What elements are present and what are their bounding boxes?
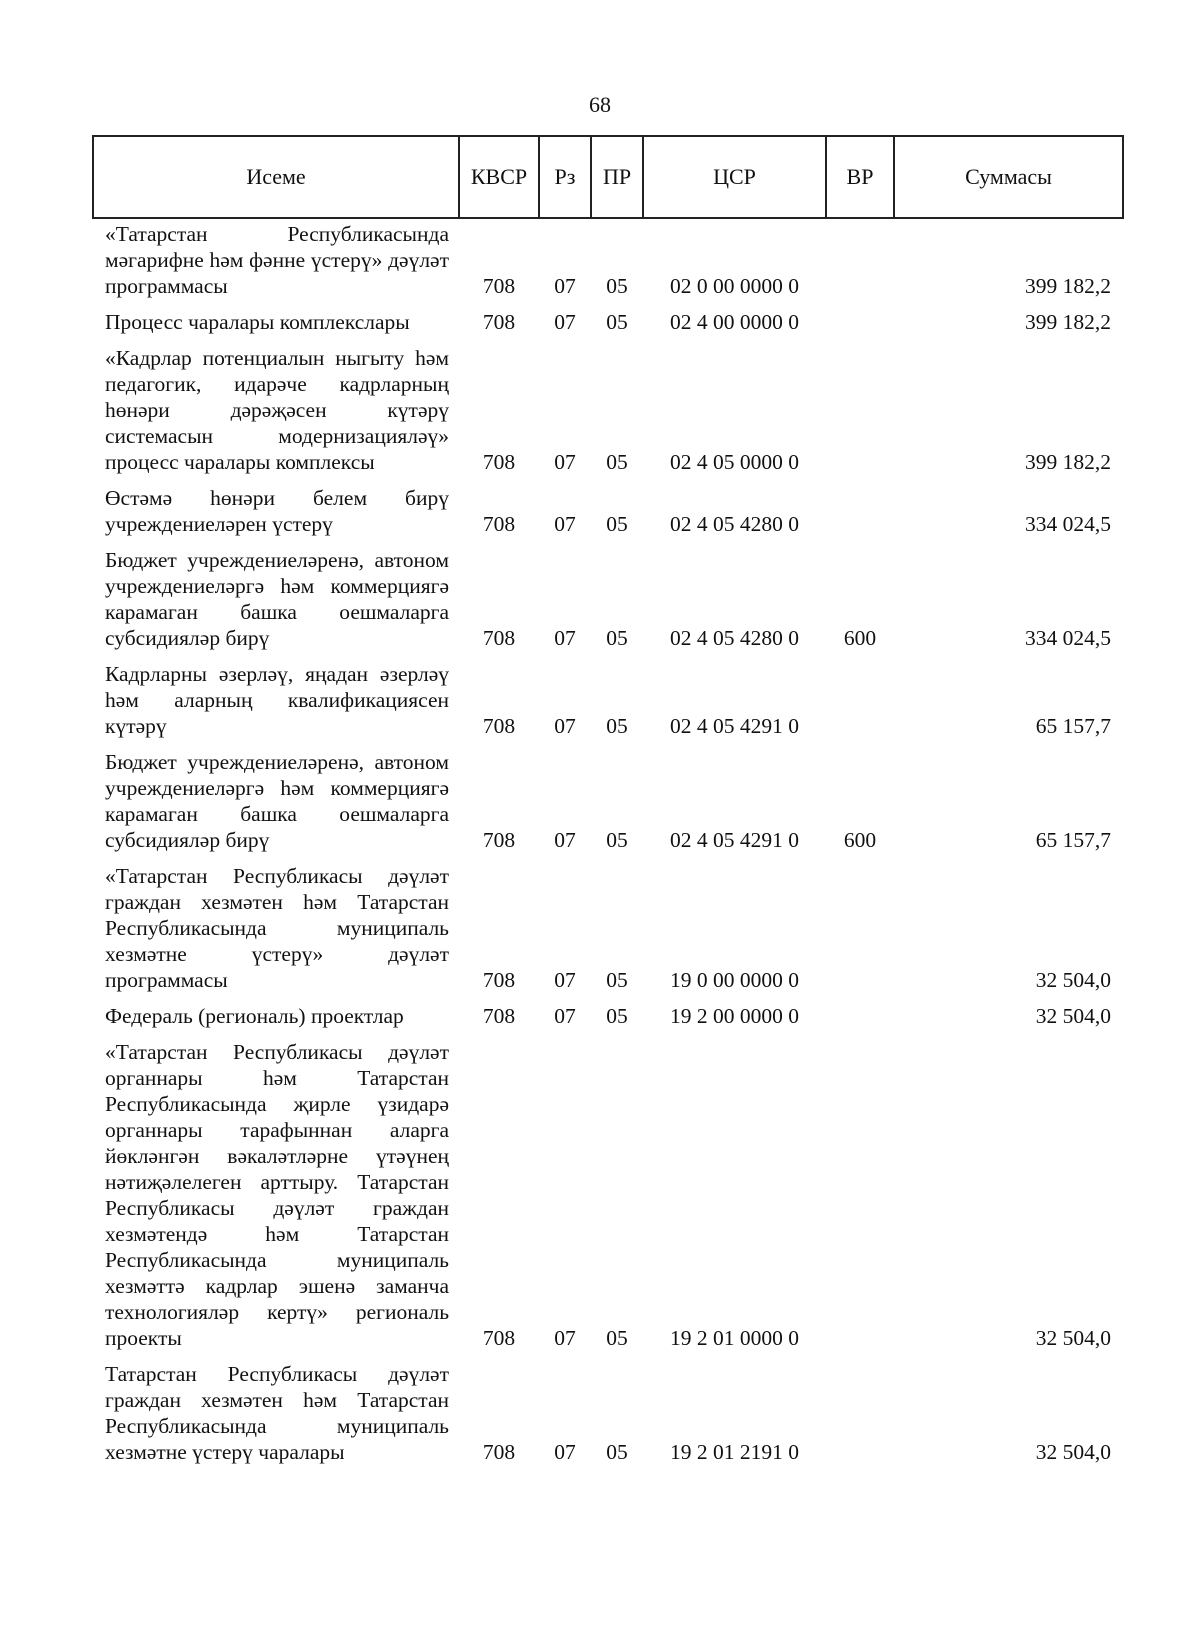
table-row: [93, 1033, 1123, 1355]
cell-sum: 32 504,0: [1035, 1326, 1111, 1350]
cell-sum: 65 157,7: [1035, 828, 1111, 852]
page-number: 68: [589, 92, 611, 117]
cell-vr: 600: [843, 626, 877, 650]
cell-csr: 19 2 01 2191 0: [670, 1440, 799, 1464]
cell-sum: 65 157,7: [1035, 714, 1111, 738]
cell-name: «Татарстан Республикасында мәгарифне һәм фәнне үстерү» дәүләт программасы: [105, 222, 449, 298]
cell-rz: 07: [554, 1004, 576, 1028]
cell-vr: 600: [843, 828, 877, 852]
cell-sum: 334 024,5: [1025, 626, 1111, 650]
cell-pr: 05: [606, 1004, 628, 1028]
table-row: [93, 479, 1123, 541]
table-row: [93, 218, 1123, 303]
cell-vr: [826, 339, 894, 479]
table-row: [93, 743, 1123, 857]
cell-rz: 07: [554, 714, 576, 738]
cell-kvsr: 708: [482, 1440, 516, 1464]
cell-kvsr: 708: [482, 714, 516, 738]
table-row: [93, 997, 1123, 1033]
cell-csr: 02 4 05 4280 0: [670, 512, 799, 536]
cell-vr: [826, 857, 894, 997]
cell-name: Процесс чаралары комплекслары: [105, 310, 410, 334]
cell-kvsr: 708: [482, 450, 516, 474]
cell-kvsr: 708: [482, 310, 516, 334]
cell-sum: 399 182,2: [1025, 274, 1111, 298]
cell-name: Татарстан Республикасы дәүләт граждан хезмәтен һәм Татарстан Республикасында муниципаль хезмәтне үстерү чаралары: [105, 1362, 449, 1464]
cell-rz: 07: [554, 968, 576, 992]
cell-rz: 07: [554, 310, 576, 334]
cell-kvsr: 708: [482, 626, 516, 650]
cell-pr: 05: [606, 310, 628, 334]
cell-vr: [826, 1033, 894, 1355]
cell-rz: 07: [554, 1440, 576, 1464]
cell-vr: [826, 479, 894, 541]
cell-csr: 02 4 00 0000 0: [670, 310, 799, 334]
cell-vr: [826, 997, 894, 1033]
cell-pr: 05: [606, 274, 628, 298]
cell-vr: [826, 303, 894, 339]
cell-rz: 07: [554, 626, 576, 650]
header-sum: Суммасы: [894, 136, 1123, 218]
cell-kvsr: 708: [482, 828, 516, 852]
table-row: [93, 541, 1123, 655]
header-name: Исеме: [93, 136, 459, 218]
cell-kvsr: 708: [482, 512, 516, 536]
cell-csr: 19 0 00 0000 0: [670, 968, 799, 992]
table-row: [93, 857, 1123, 997]
cell-name: Кадрларны әзерләү, яңадан әзерләү һәм аларның квалификациясен күтәрү: [105, 662, 449, 738]
cell-name: «Татарстан Республикасы дәүләт граждан хезмәтен һәм Татарстан Республикасында муниципаль хезмәтне үстерү» дәүләт программасы: [105, 864, 449, 992]
cell-rz: 07: [554, 1326, 576, 1350]
table-row: [93, 1355, 1123, 1469]
cell-name: «Кадрлар потенциалын ныгыту һәм педагогик, идарәче кадрларның һөнәри дәрәҗәсен күтәрү системасын модернизацияләү» процесс чаралары комплексы: [105, 346, 449, 474]
cell-kvsr: 708: [482, 274, 516, 298]
header-pr: ПР: [591, 136, 643, 218]
cell-csr: 19 2 01 0000 0: [670, 1326, 799, 1350]
budget-table: [92, 135, 1124, 1469]
cell-sum: 399 182,2: [1025, 450, 1111, 474]
cell-csr: 02 4 05 4291 0: [670, 828, 799, 852]
cell-pr: 05: [606, 828, 628, 852]
cell-sum: 399 182,2: [1025, 310, 1111, 334]
cell-kvsr: 708: [482, 1004, 516, 1028]
cell-pr: 05: [606, 968, 628, 992]
cell-vr: [826, 1355, 894, 1469]
table-header: [93, 136, 1123, 218]
cell-kvsr: 708: [482, 1326, 516, 1350]
cell-rz: 07: [554, 274, 576, 298]
table-row: [93, 655, 1123, 743]
header-vr: ВР: [826, 136, 894, 218]
cell-pr: 05: [606, 1326, 628, 1350]
cell-sum: 32 504,0: [1035, 1440, 1111, 1464]
cell-name: Бюджет учреждениеләренә, автоном учреждениеләргә һәм коммерциягә карамаган башка оешмаларга субсидияләр бирү: [105, 750, 449, 852]
cell-vr: [826, 655, 894, 743]
header-rz: Рз: [539, 136, 591, 218]
cell-csr: 02 0 00 0000 0: [670, 274, 799, 298]
cell-kvsr: 708: [482, 968, 516, 992]
cell-sum: 32 504,0: [1035, 968, 1111, 992]
cell-name: Өстәмә һөнәри белем бирү учреждениеләрен үстерү: [105, 486, 449, 536]
cell-name: Федераль (региональ) проектлар: [105, 1004, 404, 1028]
cell-pr: 05: [606, 512, 628, 536]
cell-name: «Татарстан Республикасы дәүләт органнары һәм Татарстан Республикасында җирле үзидарә органнары тарафыннан аларга йөкләнгән вәкаләтләрне үтәүнең нәтиҗәлелеген арттыру. Татарстан Республикасы дәүләт граждан хезмәтендә һәм Татарстан Республикасында муниципаль хезмәттә кадрлар эшенә заманча технологияләр кертү» региональ проекты: [105, 1040, 449, 1350]
cell-csr: 02 4 05 0000 0: [670, 450, 799, 474]
cell-sum: 32 504,0: [1035, 1004, 1111, 1028]
cell-pr: 05: [606, 626, 628, 650]
cell-rz: 07: [554, 450, 576, 474]
header-kvsr: КВСР: [459, 136, 539, 218]
cell-csr: 19 2 00 0000 0: [670, 1004, 799, 1028]
cell-rz: 07: [554, 828, 576, 852]
cell-name: Бюджет учреждениеләренә, автоном учреждениеләргә һәм коммерциягә карамаган башка оешмаларга субсидияләр бирү: [105, 548, 449, 650]
table-body: [93, 218, 1123, 1469]
cell-pr: 05: [606, 714, 628, 738]
cell-csr: 02 4 05 4280 0: [670, 626, 799, 650]
cell-rz: 07: [554, 512, 576, 536]
cell-pr: 05: [606, 450, 628, 474]
cell-pr: 05: [606, 1440, 628, 1464]
table-row: [93, 339, 1123, 479]
cell-csr: 02 4 05 4291 0: [670, 714, 799, 738]
table-row: [93, 303, 1123, 339]
cell-sum: 334 024,5: [1025, 512, 1111, 536]
header-csr: ЦСР: [643, 136, 826, 218]
cell-vr: [826, 218, 894, 303]
